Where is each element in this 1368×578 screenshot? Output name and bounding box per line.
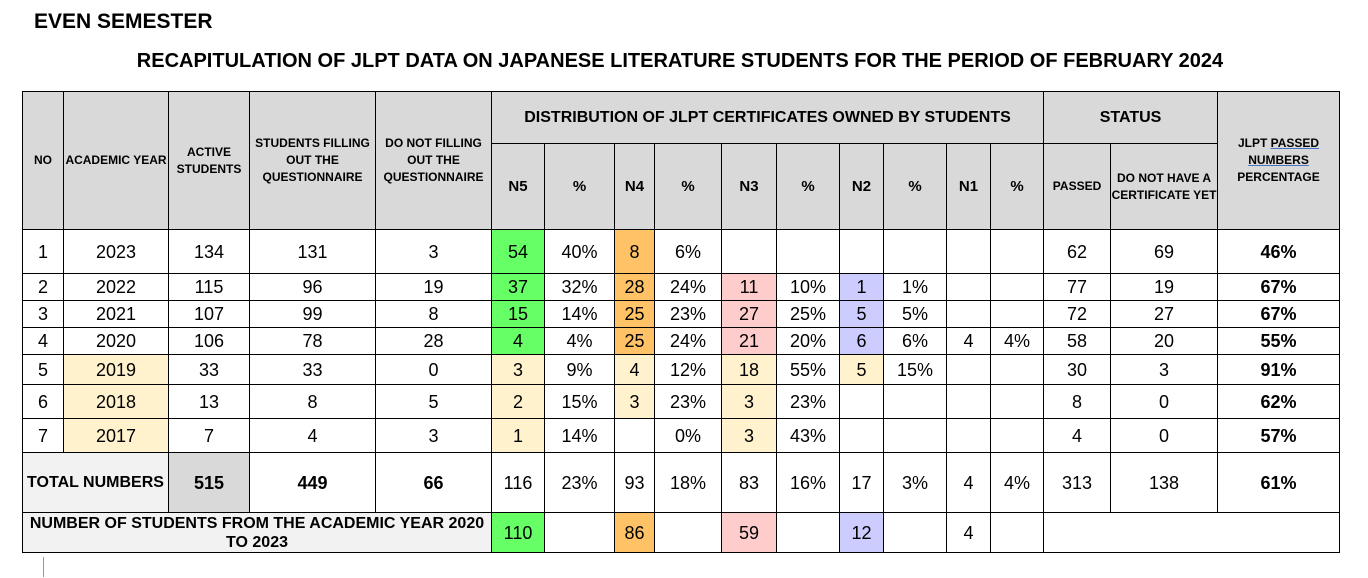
- cell-n3-pct: 43%: [777, 419, 840, 453]
- total-n1-pct: 4%: [991, 453, 1044, 513]
- cell-n5-pct: 9%: [545, 355, 615, 385]
- cell-n1-pct: [991, 274, 1044, 301]
- cell-academic-year: 2023: [64, 230, 169, 274]
- cell-n5: 3: [492, 355, 545, 385]
- col-no-cert: DO NOT HAVE A CERTIFICATE YET: [1111, 144, 1218, 230]
- cell-n2: [840, 385, 884, 419]
- cell-n5: 2: [492, 385, 545, 419]
- cell-active-students: 107: [169, 301, 250, 328]
- bottom-n1-pct: [991, 513, 1044, 553]
- cell-n1: [947, 274, 991, 301]
- cell-n1: [947, 385, 991, 419]
- total-passed: 313: [1044, 453, 1111, 513]
- total-row: [23, 453, 1340, 513]
- cell-academic-year: 2019: [64, 355, 169, 385]
- cell-n3: 3: [722, 385, 777, 419]
- cell-active-students: 33: [169, 355, 250, 385]
- cell-n1: [947, 419, 991, 453]
- table-row: [23, 230, 1340, 274]
- cell-n2: 6: [840, 328, 884, 355]
- cell-filling: 33: [250, 355, 376, 385]
- cell-no-cert: 20: [1111, 328, 1218, 355]
- cell-no-cert: 0: [1111, 419, 1218, 453]
- col-n4-pct: %: [655, 144, 722, 230]
- total-n2-pct: 3%: [884, 453, 947, 513]
- cell-passed-percentage: 67%: [1218, 274, 1340, 301]
- total-n5-pct: 23%: [545, 453, 615, 513]
- cell-active-students: 13: [169, 385, 250, 419]
- cell-n2-pct: 6%: [884, 328, 947, 355]
- cell-n4: 28: [615, 274, 655, 301]
- cell-active-students: 7: [169, 419, 250, 453]
- cell-n5-pct: 15%: [545, 385, 615, 419]
- cell-not-filling: 0: [376, 355, 492, 385]
- cell-n3-pct: 23%: [777, 385, 840, 419]
- cell-n4: 25: [615, 328, 655, 355]
- bottom-label: NUMBER OF STUDENTS FROM THE ACADEMIC YEAR 2020 TO 2023: [23, 513, 492, 553]
- cell-n2-pct: [884, 230, 947, 274]
- cell-passed-percentage: 55%: [1218, 328, 1340, 355]
- cell-no-cert: 0: [1111, 385, 1218, 419]
- cell-filling: 8: [250, 385, 376, 419]
- col-filling: STUDENTS FILLING OUT THE QUESTIONNAIRE: [250, 92, 376, 230]
- cell-n4: 4: [615, 355, 655, 385]
- cell-passed: 4: [1044, 419, 1111, 453]
- cell-n3-pct: 55%: [777, 355, 840, 385]
- bottom-n3-pct: [777, 513, 840, 553]
- table-row: [23, 301, 1340, 328]
- cell-n3: 18: [722, 355, 777, 385]
- cell-n3: [722, 230, 777, 274]
- cell-passed: 30: [1044, 355, 1111, 385]
- col-n5: N5: [492, 144, 545, 230]
- cell-n4-pct: 24%: [655, 274, 722, 301]
- page-title: RECAPITULATION OF JLPT DATA ON JAPANESE LITERATURE STUDENTS FOR THE PERIOD OF FEBRUARY 2024: [136, 50, 1224, 72]
- cell-passed-percentage: 67%: [1218, 301, 1340, 328]
- cell-n3: 11: [722, 274, 777, 301]
- cell-n5: 15: [492, 301, 545, 328]
- cell-n5-pct: 32%: [545, 274, 615, 301]
- cell-filling: 4: [250, 419, 376, 453]
- cell-no: 5: [23, 355, 64, 385]
- cell-active-students: 134: [169, 230, 250, 274]
- col-status: STATUS: [1044, 92, 1218, 144]
- table-row: [23, 385, 1340, 419]
- bottom-row: [23, 513, 1340, 553]
- cell-no: 2: [23, 274, 64, 301]
- cell-passed-percentage: 57%: [1218, 419, 1340, 453]
- bottom-n4-pct: [655, 513, 722, 553]
- col-passed-percentage: [1218, 92, 1340, 230]
- cell-no-cert: 27: [1111, 301, 1218, 328]
- bottom-n5-pct: [545, 513, 615, 553]
- cell-n1-pct: [991, 385, 1044, 419]
- cell-n5-pct: 14%: [545, 301, 615, 328]
- cell-n3-pct: 10%: [777, 274, 840, 301]
- cell-not-filling: 5: [376, 385, 492, 419]
- col-no: NO: [23, 92, 64, 230]
- cell-passed: 62: [1044, 230, 1111, 274]
- total-active: 515: [169, 453, 250, 513]
- cell-n5: 1: [492, 419, 545, 453]
- cell-n4-pct: 24%: [655, 328, 722, 355]
- cell-n1-pct: [991, 230, 1044, 274]
- cell-n1-pct: [991, 355, 1044, 385]
- cell-passed: 8: [1044, 385, 1111, 419]
- cell-academic-year: 2021: [64, 301, 169, 328]
- col-passed: PASSED: [1044, 144, 1111, 230]
- cell-not-filling: 8: [376, 301, 492, 328]
- passed-pct-part-1: JLPT: [1237, 136, 1271, 150]
- table-row: [23, 355, 1340, 385]
- total-n3-pct: 16%: [777, 453, 840, 513]
- total-not-filling: 66: [376, 453, 492, 513]
- jlpt-table: [22, 91, 1340, 553]
- cell-n1: [947, 355, 991, 385]
- cell-n2-pct: 15%: [884, 355, 947, 385]
- cell-filling: 78: [250, 328, 376, 355]
- bottom-n2: 12: [840, 513, 884, 553]
- cell-n5-pct: 4%: [545, 328, 615, 355]
- cell-passed-percentage: 91%: [1218, 355, 1340, 385]
- cell-n1-pct: 4%: [991, 328, 1044, 355]
- cell-not-filling: 19: [376, 274, 492, 301]
- cell-n1: [947, 230, 991, 274]
- cell-n5: 37: [492, 274, 545, 301]
- cell-n2: [840, 419, 884, 453]
- cell-active-students: 106: [169, 328, 250, 355]
- col-n2: N2: [840, 144, 884, 230]
- cell-n4-pct: 0%: [655, 419, 722, 453]
- col-not-filling: DO NOT FILLING OUT THE QUESTIONNAIRE: [376, 92, 492, 230]
- cell-n4: 25: [615, 301, 655, 328]
- cell-n4: 8: [615, 230, 655, 274]
- cell-academic-year: 2018: [64, 385, 169, 419]
- cell-n5: 54: [492, 230, 545, 274]
- bottom-n5: 110: [492, 513, 545, 553]
- cell-no-cert: 3: [1111, 355, 1218, 385]
- cell-filling: 99: [250, 301, 376, 328]
- cell-n4-pct: 23%: [655, 301, 722, 328]
- total-n1: 4: [947, 453, 991, 513]
- cell-n1-pct: [991, 419, 1044, 453]
- table-row: [23, 419, 1340, 453]
- cell-n2: [840, 230, 884, 274]
- cell-n2-pct: 5%: [884, 301, 947, 328]
- col-n3-pct: %: [777, 144, 840, 230]
- cell-academic-year: 2017: [64, 419, 169, 453]
- cell-n3-pct: 25%: [777, 301, 840, 328]
- passed-pct-part-2: PASSED NUMBERS: [1248, 136, 1320, 167]
- cell-no: 6: [23, 385, 64, 419]
- bottom-n3: 59: [722, 513, 777, 553]
- cell-n3-pct: 20%: [777, 328, 840, 355]
- col-distribution: DISTRIBUTION OF JLPT CERTIFICATES OWNED BY STUDENTS: [492, 92, 1044, 144]
- cell-n4-pct: 12%: [655, 355, 722, 385]
- cell-n2-pct: [884, 385, 947, 419]
- total-n5: 116: [492, 453, 545, 513]
- semester-label: EVEN SEMESTER: [34, 10, 213, 33]
- bottom-n2-pct: [884, 513, 947, 553]
- cell-n4: [615, 419, 655, 453]
- passed-pct-part-3: PERCENTAGE: [1237, 170, 1320, 184]
- cell-n3: 27: [722, 301, 777, 328]
- cell-passed: 58: [1044, 328, 1111, 355]
- cell-passed: 77: [1044, 274, 1111, 301]
- total-n4-pct: 18%: [655, 453, 722, 513]
- cell-no-cert: 19: [1111, 274, 1218, 301]
- col-n5-pct: %: [545, 144, 615, 230]
- cell-active-students: 115: [169, 274, 250, 301]
- col-n2-pct: %: [884, 144, 947, 230]
- cell-n4-pct: 6%: [655, 230, 722, 274]
- cell-not-filling: 28: [376, 328, 492, 355]
- cell-filling: 131: [250, 230, 376, 274]
- cell-n2: 5: [840, 355, 884, 385]
- total-n3: 83: [722, 453, 777, 513]
- col-n3: N3: [722, 144, 777, 230]
- cell-passed-percentage: 62%: [1218, 385, 1340, 419]
- cell-no: 4: [23, 328, 64, 355]
- cell-n1: [947, 301, 991, 328]
- total-label: TOTAL NUMBERS: [23, 453, 169, 513]
- cell-n1: 4: [947, 328, 991, 355]
- cell-not-filling: 3: [376, 419, 492, 453]
- col-n4: N4: [615, 144, 655, 230]
- total-no-cert: 138: [1111, 453, 1218, 513]
- cell-n5-pct: 40%: [545, 230, 615, 274]
- cell-not-filling: 3: [376, 230, 492, 274]
- col-active-students: ACTIVE STUDENTS: [169, 92, 250, 230]
- cell-n1-pct: [991, 301, 1044, 328]
- bottom-n4: 86: [615, 513, 655, 553]
- table-row: [23, 328, 1340, 355]
- cell-n3-pct: [777, 230, 840, 274]
- col-n1-pct: %: [991, 144, 1044, 230]
- cell-passed-percentage: 46%: [1218, 230, 1340, 274]
- cell-no: 1: [23, 230, 64, 274]
- total-filling: 449: [250, 453, 376, 513]
- cell-passed: 72: [1044, 301, 1111, 328]
- cell-n2: 5: [840, 301, 884, 328]
- cell-n2-pct: [884, 419, 947, 453]
- cell-filling: 96: [250, 274, 376, 301]
- total-n4: 93: [615, 453, 655, 513]
- cell-n2-pct: 1%: [884, 274, 947, 301]
- col-academic-year: ACADEMIC YEAR: [64, 92, 169, 230]
- cell-n5: 4: [492, 328, 545, 355]
- cell-no: 7: [23, 419, 64, 453]
- text-cursor-line: [43, 557, 44, 577]
- cell-academic-year: 2020: [64, 328, 169, 355]
- header-row-1: [23, 92, 1340, 144]
- cell-no: 3: [23, 301, 64, 328]
- cell-no-cert: 69: [1111, 230, 1218, 274]
- cell-n2: 1: [840, 274, 884, 301]
- cell-academic-year: 2022: [64, 274, 169, 301]
- cell-n4-pct: 23%: [655, 385, 722, 419]
- table-row: [23, 274, 1340, 301]
- cell-n3: 3: [722, 419, 777, 453]
- cell-n5-pct: 14%: [545, 419, 615, 453]
- cell-n4: 3: [615, 385, 655, 419]
- bottom-status-empty: [1044, 513, 1340, 553]
- cell-n3: 21: [722, 328, 777, 355]
- total-passed-percentage: 61%: [1218, 453, 1340, 513]
- bottom-n1: 4: [947, 513, 991, 553]
- col-n1: N1: [947, 144, 991, 230]
- total-n2: 17: [840, 453, 884, 513]
